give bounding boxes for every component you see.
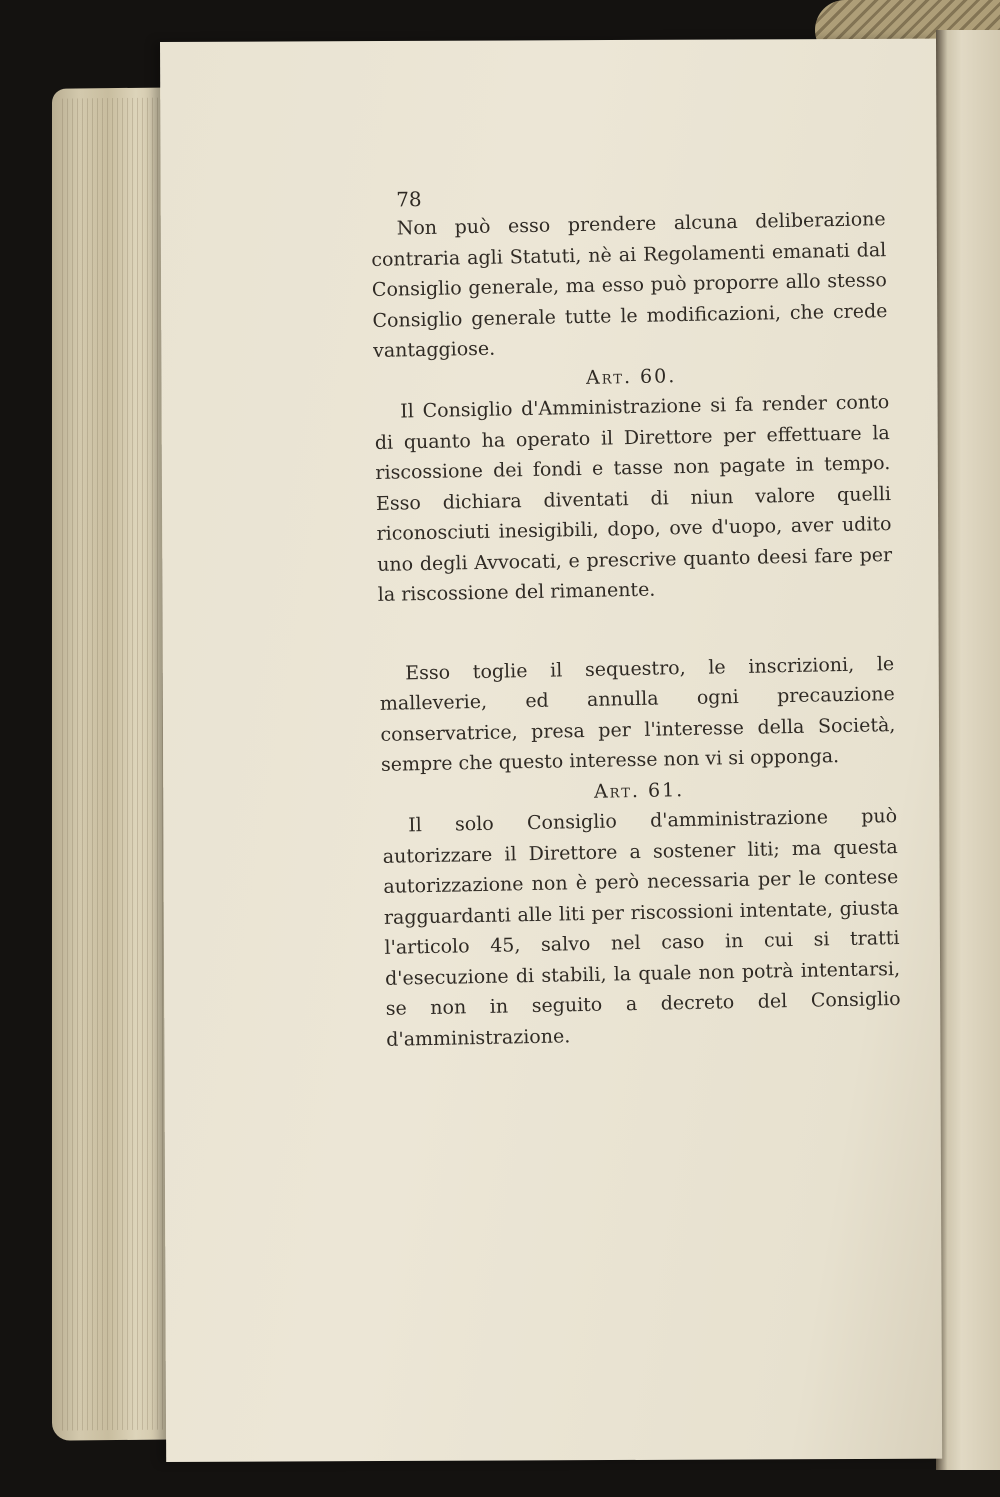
paragraph: Non può esso prendere alcuna deliberazione contraria agli Statuti, nè ai Regolamenti emanati dal Consiglio generale, ma esso può proporre allo stesso Consiglio generale tutte le modificazioni, che crede vantaggiose. — [371, 208, 888, 362]
paragraph: Il Consiglio d'Amministrazione si fa render conto di quanto ha operato il Direttore per effettuare la riscossione dei fondi e tasse non pagate in tempo. Esso dichiara diventati di niun valore quelli riconosciuti inesigibili, dopo, ove d'uopo, aver udito uno degli Avvocati, e prescrive quanto deesi fare per la riscossione del rimanente. — [374, 391, 893, 606]
page-text — [370, 180, 902, 1055]
paragraph: Esso toglie il sequestro, le inscrizioni, le malleverie, ed annulla ogni precauzione conservatrice, presa per l'interesse della Società, sempre che questo interesse non vi si opponga. — [379, 652, 896, 776]
article-heading: Art. 61. — [593, 778, 685, 803]
paragraph: Il solo Consiglio d'amministrazione può autorizzare il Direttore a sostener liti; ma questa autorizzazione non è però necessaria per le contese ragguardanti alle liti per riscossioni intentate, giusta l'articolo 45, salvo nel caso in cui si tratti d'esecuzione di stabili, la quale non potrà intentarsi, se non in seguito a decreto del Consiglio d'amministrazione. — [382, 804, 901, 1051]
article-heading: Art. 60. — [585, 364, 677, 389]
page-number: 78 — [395, 187, 422, 212]
facing-page-edge — [936, 30, 1000, 1470]
